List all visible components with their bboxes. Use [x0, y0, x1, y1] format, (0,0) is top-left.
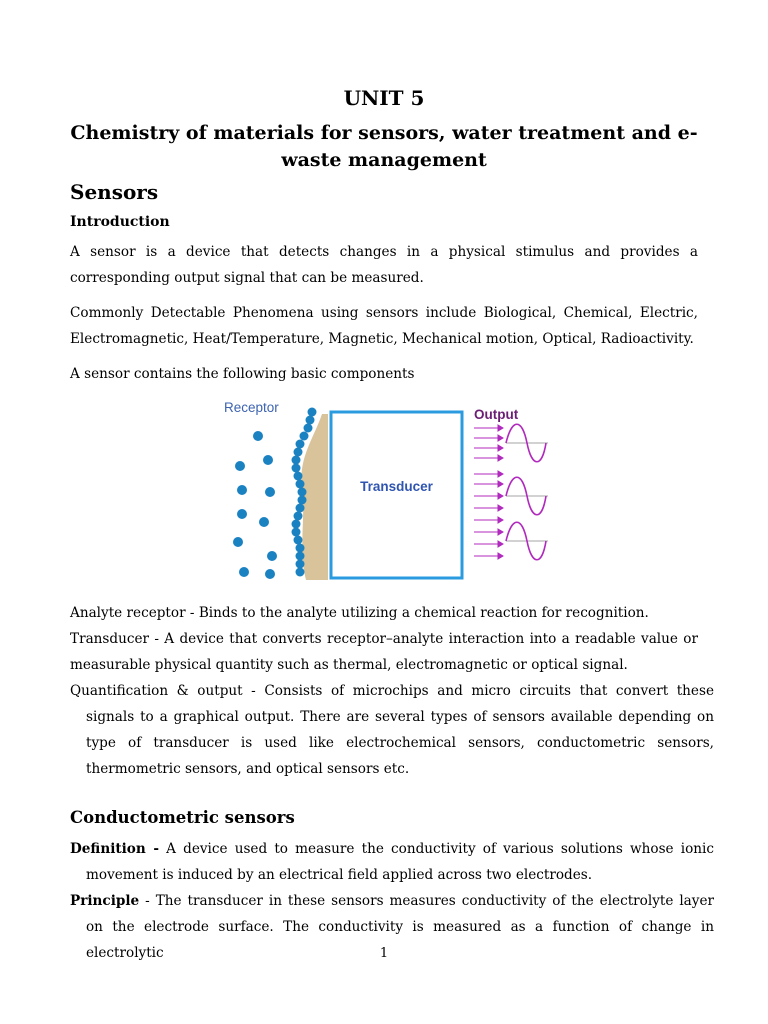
output-label: Output	[474, 407, 519, 422]
component-quantification: Quantification & output - Consists of microchips and micro circuits that convert these signals to a graphical output. There are several types of sensors available depending on type of transducer is used like electrochemical sensors, conductometric sensors, thermometric sensors, and optical sensors etc.	[70, 683, 714, 777]
conductometric-definition	[70, 836, 714, 888]
page-number: 1	[379, 946, 389, 961]
principle-label: Principle	[70, 893, 140, 909]
sensors-heading: Sensors	[70, 180, 159, 204]
analyte-dots	[233, 431, 277, 579]
intro-paragraph-3: A sensor contains the following basic components	[70, 366, 415, 382]
principle-text: - The transducer in these sensors measures conductivity of the electrolyte layer on the electrode surface. The conductivity is measured as a function of change in electrolytic	[86, 893, 714, 961]
unit-heading: UNIT 5	[343, 86, 425, 110]
intro-paragraph-2: Commonly Detectable Phenomena using sensors include Biological, Chemical, Electric, Electromagnetic, Heat/Temperature, Magnetic, Mechanical motion, Optical, Radioactivity.	[70, 305, 698, 347]
sensor-components-diagram	[222, 398, 552, 584]
receptor-label: Receptor	[224, 400, 279, 415]
intro-paragraph-1: A sensor is a device that detects changes in a physical stimulus and provides a corresponding output signal that can be measured.	[70, 244, 698, 286]
document-title: Chemistry of materials for sensors, water treatment and e-waste management	[70, 122, 698, 171]
component-transducer: Transducer - A device that converts receptor–analyte interaction into a readable value or measurable physical quantity such as thermal, electromagnetic or optical signal.	[70, 631, 698, 673]
definition-text: A device used to measure the conductivity of various solutions whose ionic movement is induced by an electrical field applied across two electrodes.	[86, 841, 715, 883]
component-analyte-receptor: Analyte receptor - Binds to the analyte utilizing a chemical reaction for recognition.	[70, 605, 649, 621]
introduction-heading: Introduction	[70, 214, 170, 230]
transducer-box	[331, 412, 462, 578]
definition-label: Definition -	[70, 841, 159, 857]
conductometric-heading: Conductometric sensors	[70, 808, 295, 827]
output-waves	[506, 424, 548, 560]
transducer-label: Transducer	[360, 479, 433, 494]
output-arrows	[474, 425, 503, 559]
